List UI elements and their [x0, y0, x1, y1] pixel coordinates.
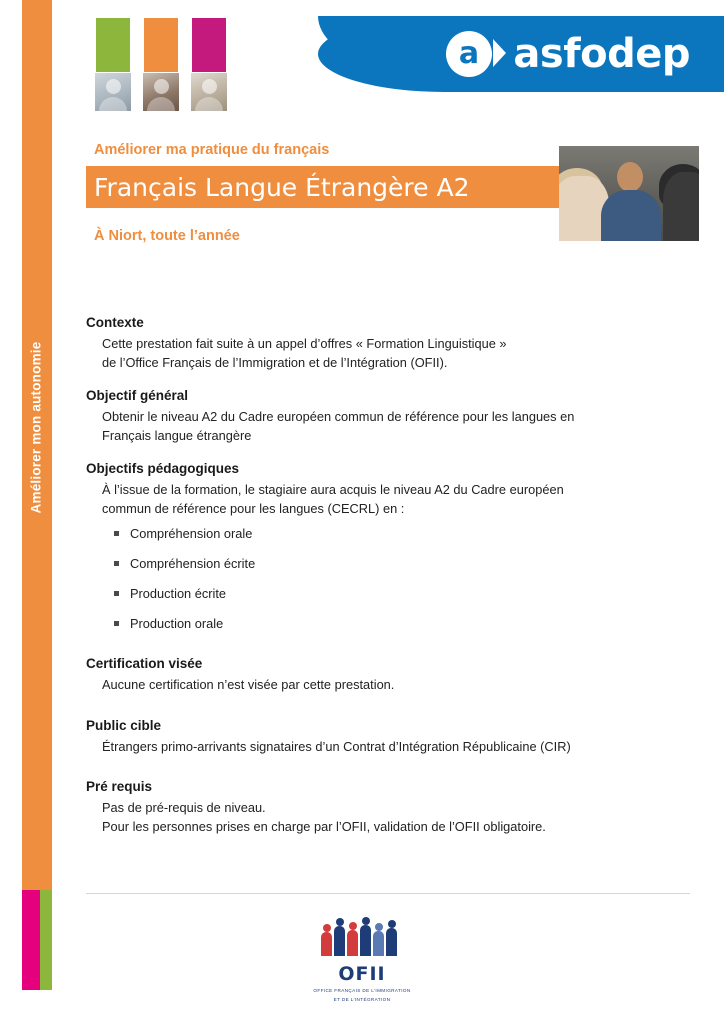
section-heading: Contexte [86, 315, 144, 330]
section-objectif-general [86, 388, 690, 444]
section-contexte [86, 315, 690, 371]
portrait-photo-2 [142, 72, 180, 112]
list-item: Production écrite [130, 586, 690, 602]
section-heading: Public cible [86, 717, 162, 733]
list-item: Production orale [130, 616, 690, 632]
section-paragraph: Pour les personnes prises en charge par l’OFII, validation de l’OFII obligatoire. [102, 818, 546, 834]
portrait-head-icon [154, 79, 169, 94]
section-paragraph: Aucune certification n’est visée par cette prestation. [102, 677, 395, 692]
portrait-head-icon [202, 79, 217, 94]
portrait-body-icon [99, 97, 127, 112]
section-paragraph: Français langue étrangère [102, 427, 252, 443]
page-title: Français Langue Étrangère A2 [94, 173, 470, 202]
ofii-subtitle-line-2: ET DE L’INTÉGRATION [333, 997, 391, 1002]
section-paragraph: Cette prestation fait suite à un appel d’offres « Formation Linguistique » [102, 336, 507, 351]
portrait-head-icon [106, 79, 121, 94]
ofii-subtitle-line-1: OFFICE FRANÇAIS DE L’IMMIGRATION [313, 988, 411, 993]
objectives-list [86, 526, 690, 632]
section-paragraph: Obtenir le niveau A2 du Cadre européen commun de référence pour les langues en [102, 409, 575, 424]
ofii-title: OFII [338, 963, 386, 985]
page-title-bar [86, 166, 631, 208]
left-vertical-band [22, 0, 52, 890]
footer-divider [86, 893, 690, 894]
document-body [86, 315, 690, 852]
ofii-figures-icon [317, 918, 407, 956]
section-paragraph: Étrangers primo-arrivants signataires d’un Contrat d’Intégration Républicaine (CIR) [102, 738, 571, 754]
section-heading: Objectif général [86, 388, 189, 403]
asfodep-logo-banner [318, 16, 724, 92]
header-people-graphic [88, 18, 238, 110]
portrait-photo-3 [190, 72, 228, 112]
section-paragraph: commun de référence pour les langues (CECRL) en : [102, 500, 405, 516]
section-certification-visee [86, 656, 690, 694]
header-subtitle: À Niort, toute l’année [94, 228, 240, 244]
asfodep-logo-text: asfodep [513, 31, 690, 77]
photo-person-center-body [601, 190, 661, 241]
section-objectifs-pedagogiques [86, 461, 690, 632]
photo-person-right [663, 172, 699, 241]
portrait-body-icon [195, 97, 223, 112]
list-item: Compréhension écrite [130, 556, 690, 572]
portrait-photo-1 [94, 72, 132, 112]
photo-person-center-head [617, 162, 643, 192]
section-heading: Objectifs pédagogiques [86, 461, 240, 476]
header-kicker: Améliorer ma pratique du français [94, 142, 330, 158]
list-item: Compréhension orale [130, 526, 690, 542]
section-heading: Pré requis [86, 779, 153, 794]
portrait-body-icon [147, 97, 175, 112]
section-heading: Certification visée [86, 656, 203, 671]
header-photo [559, 146, 699, 241]
ofii-logo [0, 918, 724, 1003]
section-paragraph: de l’Office Français de l’Immigration et de l’Intégration (OFII). [102, 354, 448, 370]
section-paragraph: À l’issue de la formation, le stagiaire aura acquis le niveau A2 du Cadre européen [102, 482, 564, 497]
asfodep-mark-icon: a [446, 31, 492, 77]
section-paragraph: Pas de pré-requis de niveau. [102, 800, 266, 815]
section-public-cible [86, 718, 690, 756]
left-band-label: Améliorer mon autonomie [28, 341, 44, 514]
section-pre-requis [86, 779, 690, 835]
